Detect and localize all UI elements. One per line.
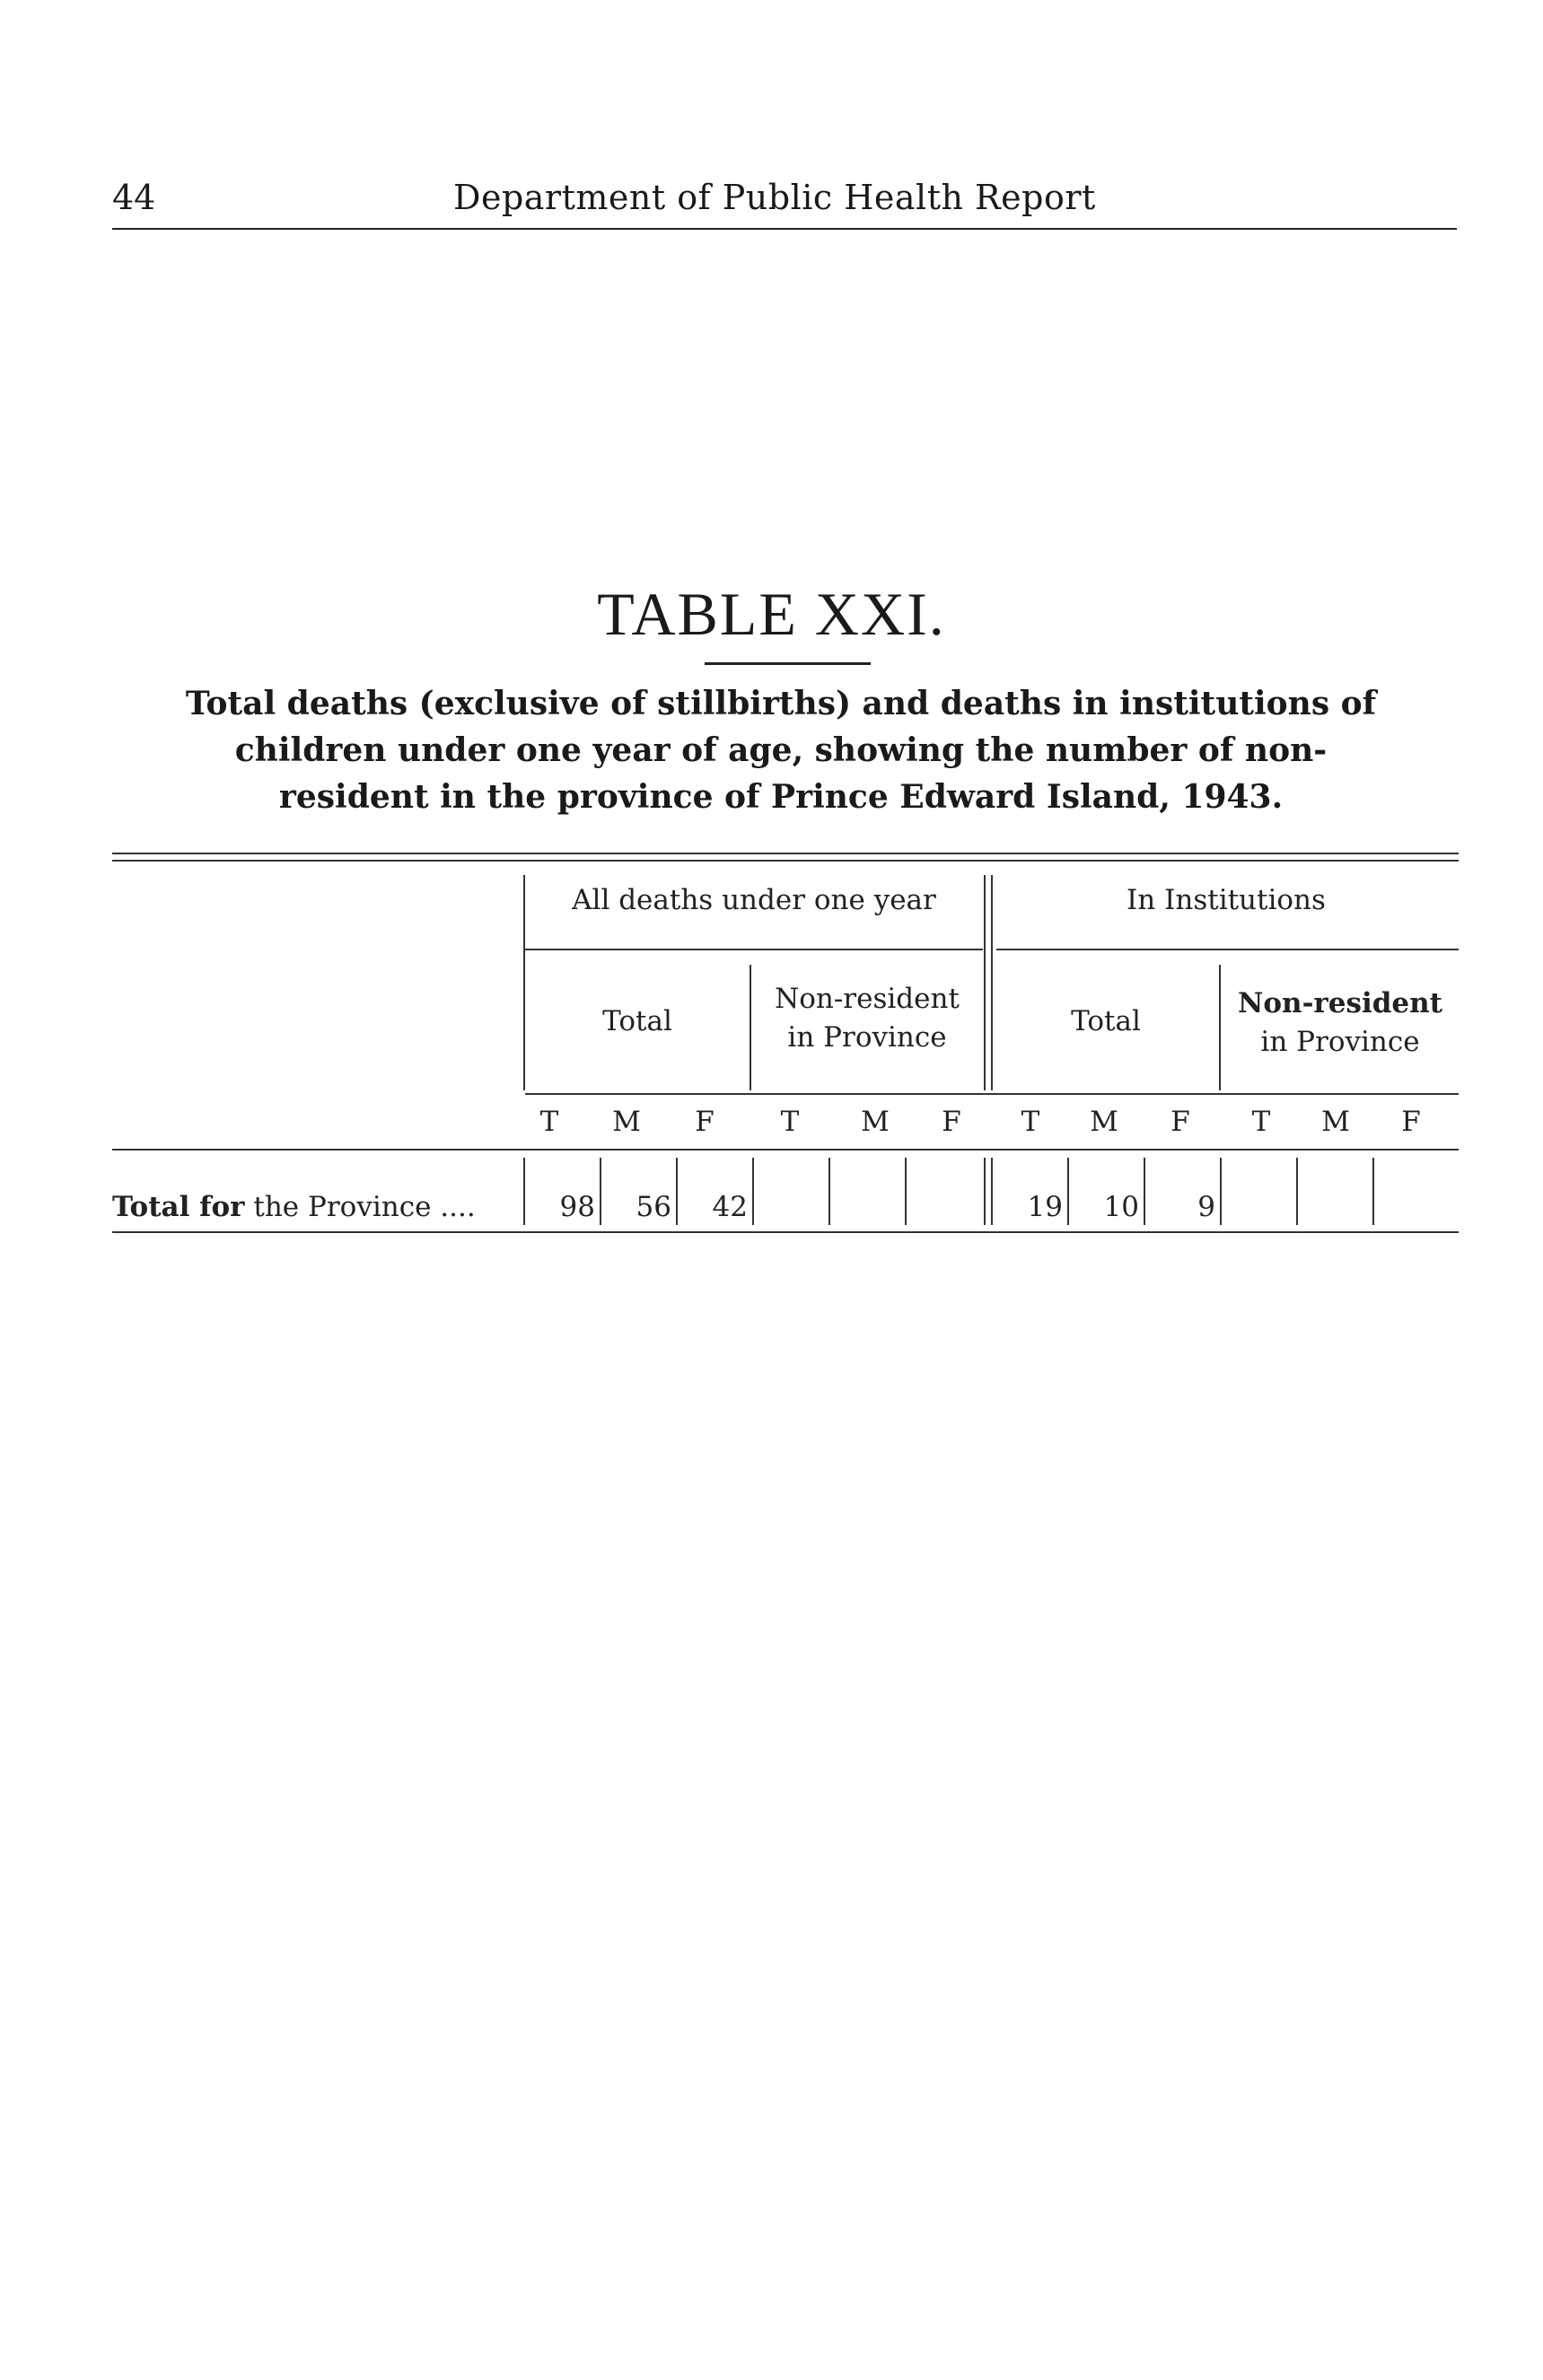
column-header: F [1401, 1106, 1421, 1138]
table-cell: 9 [1197, 1191, 1215, 1223]
subheader-total: Total [602, 1005, 672, 1037]
row-label [112, 1191, 476, 1223]
group-header-rule [525, 949, 983, 950]
table-bottom-rule [112, 1231, 1459, 1233]
running-title: Department of Public Health Report [453, 178, 1096, 217]
cell-divider [1372, 1158, 1374, 1225]
column-header: T [780, 1106, 800, 1138]
table-title: TABLE XXI. [597, 580, 946, 648]
column-header: M [1090, 1106, 1118, 1138]
caption-line: resident in the province of Prince Edward Island, 1943. [278, 778, 1284, 816]
page-header [112, 178, 1457, 230]
group-header-all-deaths: All deaths under one year [572, 884, 936, 916]
column-header-rule [112, 1149, 1459, 1151]
group-header-institutions: In Institutions [1127, 884, 1326, 916]
row-label-rest: the Province .... [253, 1191, 476, 1223]
subheader-rule [525, 1093, 1459, 1095]
table-cell: 42 [712, 1191, 748, 1223]
column-header: T [539, 1106, 559, 1138]
column-header: T [1021, 1106, 1040, 1138]
cell-divider [752, 1158, 754, 1225]
cell-divider [828, 1158, 830, 1225]
subheader-nonresident-line1: Non-resident [775, 983, 960, 1015]
subheader-nonresident-line1: Non-resident [1238, 987, 1442, 1019]
caption-line: Total deaths (exclusive of stillbirths) and deaths in institutions of [185, 685, 1377, 722]
cell-divider [905, 1158, 907, 1225]
cell-divider [1220, 1158, 1222, 1225]
page-number: 44 [112, 178, 156, 217]
column-header: T [1251, 1106, 1271, 1138]
column-header: M [1321, 1106, 1350, 1138]
table-cell: 19 [1027, 1191, 1063, 1223]
table-top-rule [112, 853, 1459, 854]
column-header: F [695, 1106, 715, 1138]
column-header: F [942, 1106, 961, 1138]
table-cell: 56 [636, 1191, 671, 1223]
subheader-nonresident-line2: in Province [787, 1021, 947, 1054]
subheader-nonresident-line2: in Province [1260, 1026, 1420, 1058]
group-header-rule [996, 949, 1459, 950]
column-divider [984, 875, 986, 1090]
caption-line: children under one year of age, showing the number of non- [234, 731, 1328, 769]
table-top-rule [112, 860, 1459, 862]
table-cell: 10 [1103, 1191, 1139, 1223]
column-header: F [1170, 1106, 1190, 1138]
row-label-bold: Total for [112, 1191, 245, 1223]
cell-divider [984, 1158, 986, 1225]
subheader-total: Total [1071, 1005, 1141, 1037]
cell-divider [1296, 1158, 1298, 1225]
table-cell: 98 [559, 1191, 595, 1223]
title-rule [705, 662, 871, 665]
column-header: M [861, 1106, 890, 1138]
column-header: M [612, 1106, 641, 1138]
table-caption [135, 680, 1427, 820]
